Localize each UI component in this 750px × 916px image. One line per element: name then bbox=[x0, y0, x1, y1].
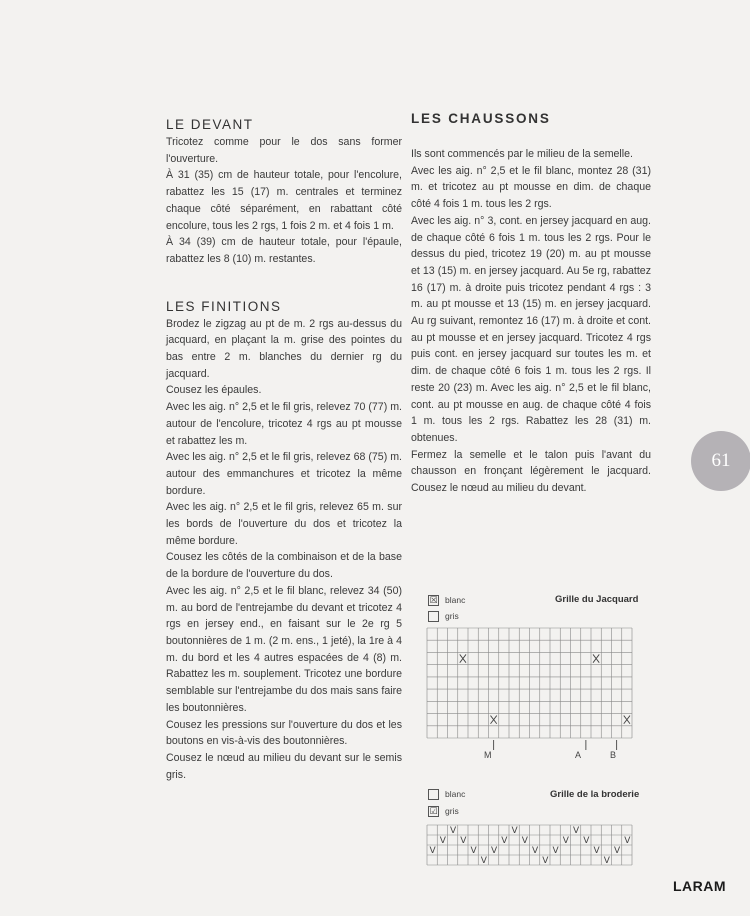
paragraph: Avec les aig. n° 2,5 et le fil gris, relevez 70 (77) m. autour de l'encolure, tricotez 4 rgs au pt mousse et rabattez les m. bbox=[166, 401, 402, 447]
paragraph: Ils sont commencés par le milieu de la semelle. bbox=[411, 148, 633, 160]
paragraph: Avec les aig. n° 2,5 et le fil blanc, montez 28 (31) m. et tricotez au pt mousse en dim. de chaque côté 4 fois 1 m. tous les 2 rgs. bbox=[411, 164, 651, 211]
legend-gris: gris bbox=[428, 611, 459, 622]
paragraph: Cousez les pressions sur l'ouverture du dos et les boutons en vis-à-vis des boutonnières. bbox=[166, 718, 402, 748]
check-mark: V bbox=[429, 846, 436, 856]
section-title-finitions: LES FINITIONS bbox=[166, 298, 282, 314]
check-mark: V bbox=[470, 846, 477, 856]
left-column bbox=[166, 116, 402, 783]
jacquard-grid bbox=[425, 626, 635, 756]
check-mark: V bbox=[491, 846, 498, 856]
check-mark: V bbox=[614, 846, 621, 856]
paragraph: À 34 (39) cm de hauteur totale, pour l'épaule, rabattez les 8 (10) m. restantes. bbox=[166, 236, 402, 265]
check-mark: V bbox=[460, 836, 467, 846]
check-mark: V bbox=[532, 846, 539, 856]
paragraph: Brodez le zigzag au pt de m. 2 rgs au-dessus du jacquard, en plaçant la m. grise des pointes du bas entre 2 m. blanches du dernier rg du jacquard. bbox=[166, 317, 402, 380]
paragraph: Tricotez comme pour le dos sans former l'ouverture. bbox=[166, 136, 402, 165]
legend-blanc: ☒ blanc bbox=[429, 595, 466, 606]
broderie-grid bbox=[425, 823, 635, 873]
empty-square-icon bbox=[428, 789, 439, 800]
check-mark: V bbox=[511, 826, 518, 836]
paragraph: Cousez le nœud au milieu du devant sur le semis gris. bbox=[166, 751, 402, 781]
check-mark: V bbox=[542, 856, 549, 866]
paragraph: Avec les aig. n° 2,5 et le fil blanc, relevez 34 (50) m. au bord de l'entrejambe du devant et tricotez 4 rgs en jersey end., en faisant sur le 2e rg 5 boutonnières de 1 m. (2 m. ens., 1 jeté), la 1re à 4 m. du bord et les 4 autres espacées de 4 (8) m. Rabattez les m. souplement. Tricotez une bordure semblable sur l'entrejambe du dos mais sans faire les boutonnières. bbox=[166, 584, 402, 714]
paragraph: Avec les aig. n° 3, cont. en jersey jacquard en aug. de chaque côté 6 fois 1 m. tous les 2 rgs. Pour le dessus du pied, tricotez 19 (20) m. au pt mousse et 13 (15) m. en jersey jacquard. Au 5e rg, rabattez 16 (17) m. à droite puis tricotez pendant 4 rgs : 3 m. au pt mousse et 13 (15) m. en jersey jacquard. Au rg suivant, remontez 16 (17) m. à droite et cont. au pt mousse et en jersey jacquard. Tricotez 4 rgs puis cont. en jersey jacquard sur toutes les m. et dim. de chaque côté 6 fois 1 m. tous les 2 rgs. Il reste 20 (23) m. Avec les aig. n° 2,5 et le fil blanc, cont. au pt mousse en aug. de chaque côté 4 fois 1 m. tous les 2 rgs. Rabattez les 28 (31) m. obtenues. bbox=[411, 214, 651, 444]
check-mark: V bbox=[480, 856, 487, 866]
marker-b: B bbox=[610, 750, 617, 760]
publisher-brand: LARAM bbox=[673, 878, 727, 894]
check-mark: V bbox=[501, 836, 508, 846]
paragraph: Avec les aig. n° 2,5 et le fil gris, relevez 68 (75) m. autour des emmanchures et tricotez la même bordure. bbox=[166, 451, 402, 497]
page-number-badge: 61 bbox=[691, 431, 750, 491]
paragraph: À 31 (35) cm de hauteur totale, pour l'encolure, rabattez les 15 (17) m. centrales et terminez chaque côté séparément, en rabattant côté encolure, tous les 2 rgs, 1 fois 2 m. et 4 fois 1 m. bbox=[166, 169, 402, 232]
empty-square-icon bbox=[428, 611, 439, 622]
section-title-devant: LE DEVANT bbox=[166, 117, 254, 132]
jacquard-grid-title: Grille du Jacquard bbox=[555, 594, 639, 605]
check-mark: V bbox=[573, 826, 580, 836]
section-title-chaussons: LES CHAUSSONS bbox=[411, 111, 551, 126]
paragraph: Cousez les côtés de la combinaison et de la base de la bordure de l'ouverture du dos. bbox=[166, 551, 402, 581]
check-mark: V bbox=[562, 836, 569, 846]
marker-m: M bbox=[484, 750, 492, 760]
legend-broderie-blanc: blanc bbox=[428, 789, 465, 800]
paragraph: Fermez la semelle et le talon puis l'avant du chausson en fronçant légèrement le jacquard. Cousez le nœud au milieu du devant. bbox=[411, 448, 651, 495]
check-mark: V bbox=[552, 846, 559, 856]
check-mark: V bbox=[624, 836, 631, 846]
check-icon: ☑ bbox=[429, 806, 438, 817]
check-mark: V bbox=[521, 836, 528, 846]
check-mark: V bbox=[583, 836, 590, 846]
broderie-grid-title: Grille de la broderie bbox=[550, 789, 640, 800]
check-mark: V bbox=[593, 846, 600, 856]
check-mark: V bbox=[603, 856, 610, 866]
cross-icon: ☒ bbox=[429, 595, 438, 606]
marker-a: A bbox=[575, 750, 582, 760]
paragraph: Avec les aig. n° 2,5 et le fil gris, relevez 65 m. sur les bords de l'ouverture du dos et tricotez la même bordure. bbox=[166, 501, 402, 547]
check-mark: V bbox=[450, 826, 457, 836]
paragraph: Cousez les épaules. bbox=[166, 384, 262, 397]
legend-broderie-gris: ☑ gris bbox=[429, 806, 459, 817]
check-mark: V bbox=[439, 836, 446, 846]
right-column bbox=[411, 110, 651, 497]
